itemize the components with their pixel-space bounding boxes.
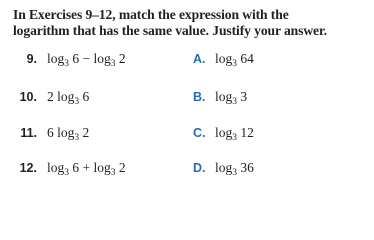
exercise-row-10 [0,88,374,108]
choice-part: 12 [237,125,254,140]
exercise-number: 12. [19,161,37,175]
exercise-expression [47,124,89,144]
log-base: 3 [110,168,116,178]
choice-letter: A. [193,52,206,66]
choice-expression [215,124,254,144]
expression-part: 2 [79,125,90,140]
expression-part: log [47,160,65,175]
expression-part: 6 [79,89,90,104]
choice-part: 64 [237,51,254,66]
exercise-row-12 [0,159,374,179]
log-base: 3 [232,168,238,178]
log-base: 3 [64,59,70,69]
exercise-row-11 [0,124,374,144]
choice-part: 36 [237,160,254,175]
exercise-number: 11. [20,126,37,140]
choice-letter: C. [193,126,206,140]
expression-part: log [47,51,65,66]
exercise-number: 9. [26,52,37,66]
choice-expression [215,50,254,70]
expression-part: 2 [115,51,126,66]
log-base: 3 [64,168,70,178]
choice-part: log [215,89,233,104]
choice-letter: D. [193,161,206,175]
choice-expression [215,159,254,179]
log-base: 3 [74,133,80,143]
exercise-expression [47,159,126,179]
expression-part: 6 + log [69,160,111,175]
instructions-line-2: logarithm that has the same value. Justify your answer. [13,23,327,38]
exercise-expression [47,88,89,108]
expression-part: 2 [115,160,126,175]
log-base: 3 [232,133,238,143]
choice-part: log [215,125,233,140]
exercise-row-9 [0,50,374,70]
choice-letter: B. [193,90,206,104]
instructions-line-1: In Exercises 9–12, match the expression with the [13,7,289,22]
log-base: 3 [232,97,238,107]
exercise-number: 10. [19,90,37,104]
log-base: 3 [232,59,238,69]
log-base: 3 [74,97,80,107]
log-base: 3 [110,59,116,69]
instructions [13,7,368,39]
exercise-expression [47,50,126,70]
choice-part: 3 [237,89,248,104]
choice-expression [215,88,247,108]
expression-part: 6 log [47,125,75,140]
choice-part: log [215,51,233,66]
expression-part: 6 − log [69,51,111,66]
expression-part: 2 log [47,89,75,104]
choice-part: log [215,160,233,175]
